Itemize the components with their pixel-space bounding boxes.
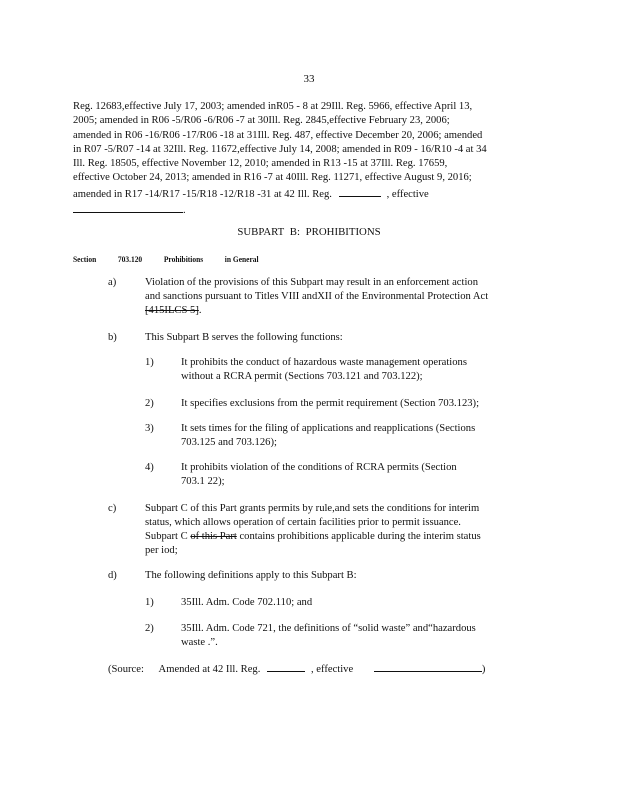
item-c-text: contains prohibitions applicable during the interim status (239, 531, 481, 542)
history-line: Reg. 12683,effective July 17, 2003; amended inR05 - 8 at 29Ill. Reg. 5966, effective April 13, (73, 101, 473, 112)
item-c-line-3 (145, 530, 535, 544)
source-end: ) (481, 664, 486, 675)
item-c-line-1: Subpart C of this Part grants permits by rule,and sets the conditions for interim (145, 503, 480, 514)
item-a-line-2: and sanctions pursuant to Titles VIII andXII of the Environmental Protection Act (145, 291, 489, 302)
history-note (73, 100, 533, 218)
item-label-c: c) (108, 503, 117, 514)
source-amended: Amended at 42 Ill. Reg. (158, 664, 261, 675)
item-b-intro: This Subpart B serves the following functions: (145, 332, 343, 343)
section-title-2: in General (224, 255, 259, 264)
history-line: effective October 24, 2013; amended in R16 -7 at 40Ill. Reg. 11271, effective August 9, 2016; (73, 172, 472, 184)
sub-line: It specifies exclusions from the permit requirement (Section 703.123); (181, 398, 480, 409)
sub-label: 4) (145, 462, 154, 473)
section-number: 703.120 (117, 255, 143, 264)
history-line: amended in R17 -14/R17 -15/R18 -12/R18 -31 at 42 Ill. Reg. (73, 188, 332, 200)
item-c-line-4: per iod; (145, 545, 178, 556)
item-a-line-3 (145, 304, 535, 318)
history-line: amended in R06 -16/R06 -17/R06 -18 at 31Ill. Reg. 487, effective December 20, 2006; amended (73, 129, 483, 141)
subpart-heading: SUBPART B: PROHIBITIONS (237, 226, 381, 238)
sub-line: It prohibits violation of the conditions of RCRA permits (Section (181, 462, 457, 473)
history-line: 2005; amended in R06 -5/R06 -6/R06 -7 at 30Ill. Reg. 2845,effective February 23, 2006; (73, 115, 450, 127)
item-label-a: a) (108, 277, 117, 288)
blank-field (374, 661, 482, 672)
history-line: Ill. Reg. 18505, effective November 12, 2010; amended in R13 -15 at 37Ill. Reg. 17659, (73, 158, 448, 170)
blank-field (339, 186, 381, 197)
section-label: Section (73, 255, 97, 264)
sub-line: It prohibits the conduct of hazardous waste management operations (181, 357, 467, 368)
struck-text: of this Part (190, 531, 237, 542)
history-line-last (73, 186, 533, 202)
item-c-line-2: status, which allows operation of certain facilities prior to permit issuance. (145, 517, 461, 528)
section-title-1: Prohibitions (163, 255, 204, 264)
section-heading (73, 253, 278, 267)
item-d-intro: The following definitions apply to this Subpart B: (145, 570, 357, 581)
source-prefix: (Source: (108, 664, 144, 675)
item-label-b: b) (108, 332, 117, 343)
blank-field (73, 202, 183, 213)
sub-label: 3) (145, 423, 154, 434)
source-effective: , effective (311, 664, 354, 675)
history-line-final (73, 202, 533, 218)
sub-line: without a RCRA permit (Sections 703.121 and 703.122); (181, 371, 423, 382)
item-a-end: . (198, 305, 202, 316)
struck-citation: [415ILCS 5] (145, 305, 199, 316)
history-line: , effective (386, 188, 429, 200)
item-label-d: d) (108, 570, 117, 581)
sub-line: 35Ill. Adm. Code 721, the definitions of “solid waste” and“hazardous (181, 623, 476, 634)
history-line: . (183, 205, 186, 217)
sub-line: waste .”. (181, 637, 218, 648)
source-note (108, 661, 485, 677)
item-a-line-1: Violation of the provisions of this Subpart may result in an enforcement action (145, 277, 478, 288)
sub-label: 2) (145, 623, 154, 634)
history-line: in R07 -5/R07 -14 at 32Ill. Reg. 11672,effective July 14, 2008; amended in R09 - 16/R10 -4 at 34 (73, 143, 487, 155)
sub-label: 2) (145, 398, 154, 409)
sub-label: 1) (145, 357, 154, 368)
sub-label: 1) (145, 597, 154, 608)
sub-line: It sets times for the filing of applications and reapplications (Sections (181, 423, 476, 434)
blank-field (267, 661, 305, 672)
page-number: 33 (303, 73, 315, 85)
sub-line: 35Ill. Adm. Code 702.110; and (181, 597, 313, 608)
item-c-text: Subpart C (145, 531, 188, 542)
sub-line: 703.125 and 703.126); (181, 437, 277, 448)
sub-line: 703.1 22); (181, 476, 225, 487)
